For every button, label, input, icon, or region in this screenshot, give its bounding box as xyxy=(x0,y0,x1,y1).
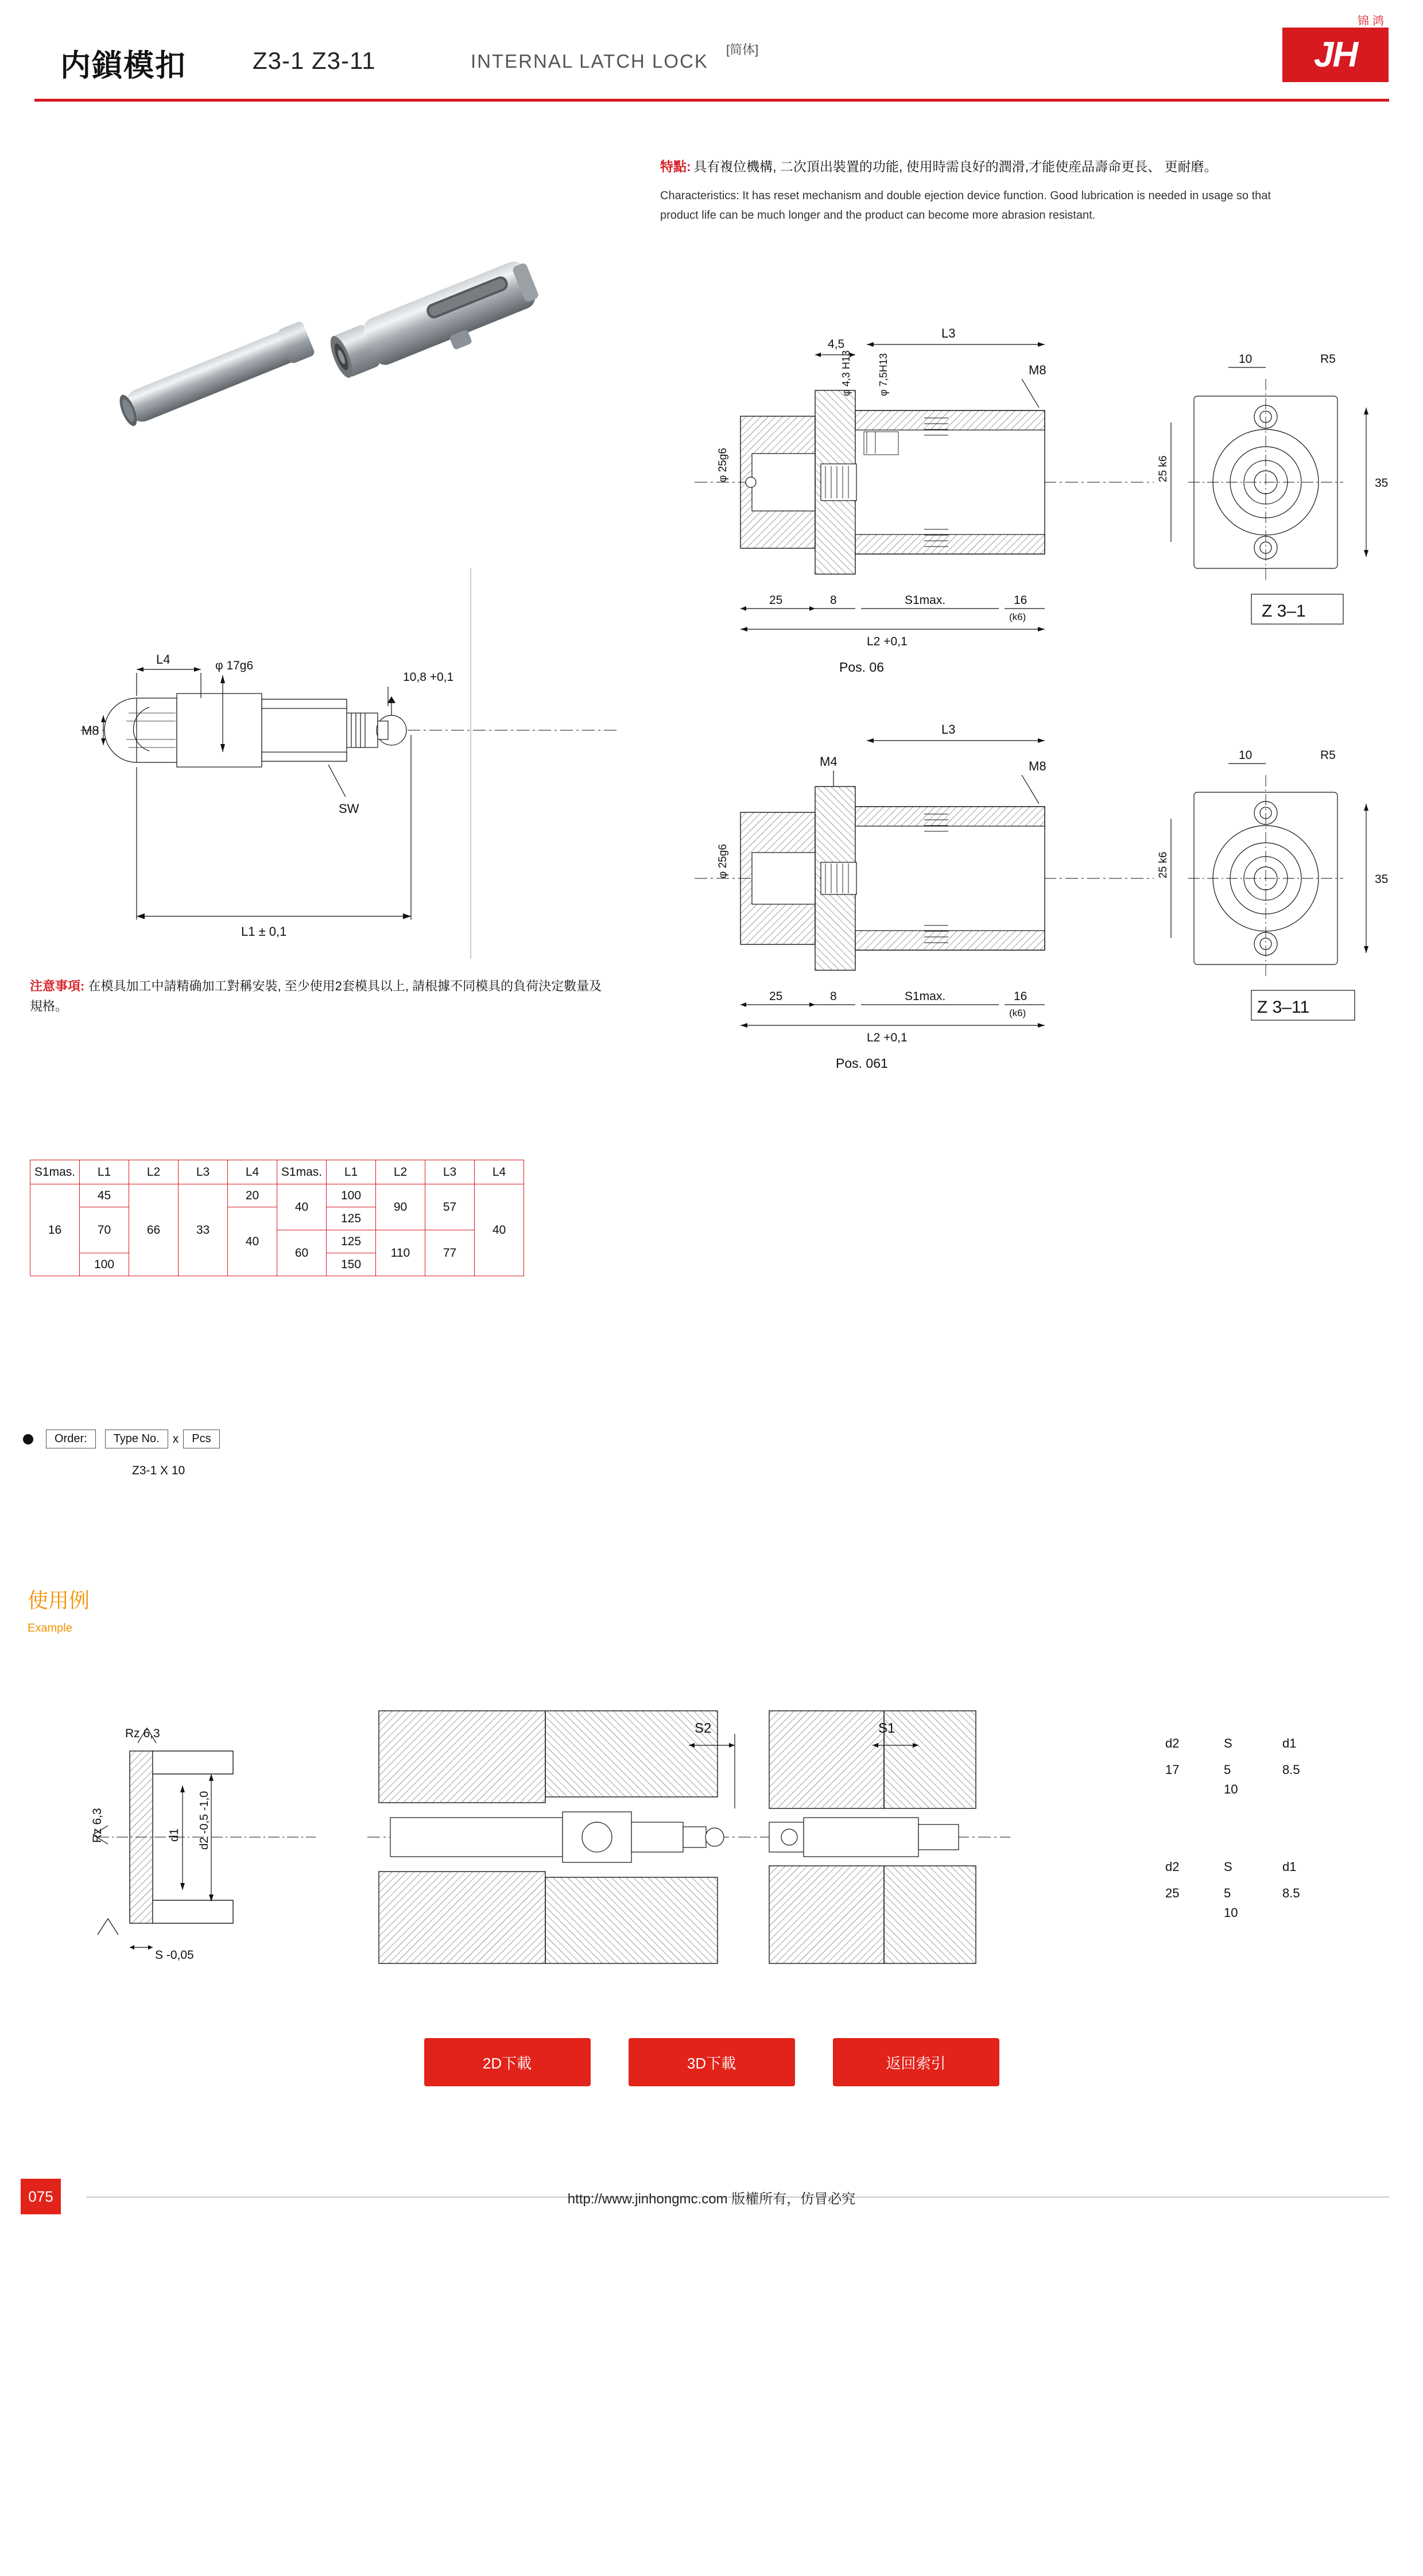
z3-11-drawing xyxy=(677,706,1395,1108)
label-d2: d2 -0,5 -1,0 xyxy=(198,1791,211,1850)
example-table-1-header xyxy=(1165,1734,1311,1753)
download-3d-button[interactable]: 3D下載 xyxy=(629,2038,795,2086)
example-table-1 xyxy=(1165,1734,1311,1799)
th-s1max-left: S1mas. xyxy=(30,1160,80,1184)
label-16-b: 16 xyxy=(1014,990,1027,1003)
cell-r-l1-150: 150 xyxy=(327,1253,376,1276)
label-10: 10 xyxy=(1239,352,1253,366)
order-type-field[interactable]: Type No. xyxy=(105,1430,168,1448)
page-title-en: INTERNAL LATCH LOCK xyxy=(471,51,708,72)
label-m8-b: M8 xyxy=(1029,759,1046,773)
table-row xyxy=(30,1184,524,1207)
label-25: 25 xyxy=(769,594,783,607)
label-r5: R5 xyxy=(1320,352,1336,366)
cell-s-2b: 10 xyxy=(1224,1905,1238,1920)
order-row xyxy=(23,1430,224,1448)
label-35-b: 35 xyxy=(1375,873,1389,886)
label-m4: M4 xyxy=(820,754,837,769)
cell-r-l1-125b: 125 xyxy=(327,1230,376,1253)
label-16: 16 xyxy=(1014,594,1027,607)
th-d1-2: d1 xyxy=(1282,1860,1297,1874)
download-2d-button[interactable]: 2D下載 xyxy=(424,2038,591,2086)
cell-s-1b: 10 xyxy=(1224,1782,1238,1797)
label-d1: d1 xyxy=(168,1828,181,1842)
cell-l1-45: 45 xyxy=(80,1184,129,1207)
cell-d1-2: 8.5 xyxy=(1282,1886,1300,1901)
label-10-b: 10 xyxy=(1239,749,1253,762)
example-heading-en: Example xyxy=(28,1622,72,1634)
example-detail-drawing xyxy=(75,1688,350,1986)
th-l1-right: L1 xyxy=(327,1160,376,1184)
cell-s-1a: 5 xyxy=(1224,1762,1231,1777)
order-label: Order: xyxy=(46,1430,96,1448)
label-s-tol: S -0,05 xyxy=(155,1949,194,1962)
cell-d2-1: 17 xyxy=(1165,1762,1180,1777)
simplified-tag: [简体] xyxy=(726,42,759,57)
label-l3-b: L3 xyxy=(941,722,956,737)
label-l2: L2 +0,1 xyxy=(867,635,908,648)
notes-text: 在模具加工中請精确加工對稱安裝, 至少使用2套模具以上, 請根據不同模具的負荷決定數量及規格。 xyxy=(30,979,602,1014)
th-l3-left: L3 xyxy=(179,1160,228,1184)
logo-company-cn: 锦鸿 xyxy=(1358,15,1387,28)
th-d1-1: d1 xyxy=(1282,1736,1297,1750)
cell-r-l1-125a: 125 xyxy=(327,1207,376,1230)
th-s-1: S xyxy=(1224,1736,1232,1750)
order-multiply-sign: x xyxy=(172,1432,179,1446)
cell-r-l3-57: 57 xyxy=(425,1184,475,1230)
page-header xyxy=(0,0,1423,100)
label-rz-left: Rz 6,3 xyxy=(91,1808,104,1843)
cell-r-l2-90: 90 xyxy=(376,1184,425,1230)
cell-s-2a: 5 xyxy=(1224,1886,1231,1901)
example-table-2 xyxy=(1165,1857,1311,1923)
th-l3-right: L3 xyxy=(425,1160,475,1184)
label-k6: (k6) xyxy=(1009,611,1026,622)
cell-l1-70: 70 xyxy=(80,1207,129,1253)
header-divider xyxy=(34,99,1389,102)
label-25-b: 25 xyxy=(769,990,783,1003)
page-title-cn: 内鎖模扣 xyxy=(60,49,187,83)
cell-s1max-60: 60 xyxy=(277,1230,327,1276)
label-m8-left: M8 xyxy=(82,723,99,738)
th-l2-right: L2 xyxy=(376,1160,425,1184)
cell-d2-2: 25 xyxy=(1165,1886,1180,1901)
characteristics-block xyxy=(660,156,1303,225)
label-8-b: 8 xyxy=(830,990,837,1003)
label-l4: L4 xyxy=(156,652,170,667)
label-pos-b: Pos. 061 xyxy=(836,1056,888,1071)
cell-l1-100: 100 xyxy=(80,1253,129,1276)
logo-jh-icon: JH xyxy=(1282,28,1389,82)
example-assembly-drawing xyxy=(367,1699,1114,1975)
characteristics-cn: 具有複位機構, 二次頂出裝置的功能, 使用時需良好的潤滑,才能使産品壽命更長、 更耐磨。 xyxy=(693,159,1218,174)
example-table-2-header xyxy=(1165,1857,1311,1877)
notes-label: 注意事項: xyxy=(30,979,85,993)
label-rz-top: Rz 6,3 xyxy=(125,1727,160,1740)
th-d2-2: d2 xyxy=(1165,1860,1180,1874)
page-title-model: Z3-1 Z3-11 xyxy=(253,47,376,74)
label-dia17: φ 17g6 xyxy=(215,659,254,672)
label-s1max-b: S1max. xyxy=(905,990,946,1003)
label-phi75: φ 7,5H13 xyxy=(878,353,889,396)
label-4-5: 4,5 xyxy=(828,338,845,351)
label-phi43: φ 4,3 H13 xyxy=(840,350,852,396)
label-35: 35 xyxy=(1375,477,1389,490)
label-pos: Pos. 06 xyxy=(839,660,884,675)
bullet-icon xyxy=(23,1434,33,1444)
example-table-1-row2 xyxy=(1165,1780,1311,1799)
th-l1-left: L1 xyxy=(80,1160,129,1184)
characteristics-label: 特點: xyxy=(660,159,691,174)
label-sw: SW xyxy=(339,801,359,816)
label-phi25: φ 25g6 xyxy=(717,448,729,482)
example-table-2-row xyxy=(1165,1884,1311,1903)
cell-s1max-40: 40 xyxy=(277,1184,327,1230)
cell-r-l4-40: 40 xyxy=(475,1184,524,1276)
label-l1: L1 ± 0,1 xyxy=(241,924,287,939)
label-z3-1: Z 3–1 xyxy=(1262,602,1306,621)
order-example: Z3-1 X 10 xyxy=(132,1464,185,1477)
cell-l2-left: 66 xyxy=(129,1184,179,1276)
label-r5-b: R5 xyxy=(1320,749,1336,762)
cell-r-l2-110: 110 xyxy=(376,1230,425,1276)
page-number-badge: 075 xyxy=(21,2179,61,2214)
cell-r-l1-100: 100 xyxy=(327,1184,376,1207)
label-25k6-b: 25 k6 xyxy=(1157,851,1169,878)
product-photo xyxy=(86,230,614,448)
th-s-2: S xyxy=(1224,1860,1232,1874)
label-tolerance: 10,8 +0,1 xyxy=(403,671,454,684)
th-s1max-right: S1mas. xyxy=(277,1160,327,1184)
cell-l3-left: 33 xyxy=(179,1184,228,1276)
label-l2-b: L2 +0,1 xyxy=(867,1031,908,1044)
characteristics-en: Characteristics: It has reset mechanism and double ejection device function. Good lubrication is needed in usage so that product life can be much longer and the product can become more abrasion resistant. xyxy=(660,189,1271,222)
example-heading-cn: 使用例 xyxy=(28,1589,90,1612)
label-s2: S2 xyxy=(695,1721,712,1736)
th-l2-left: L2 xyxy=(129,1160,179,1184)
action-button-row xyxy=(0,2038,1423,2086)
th-l4-right: L4 xyxy=(475,1160,524,1184)
th-d2-1: d2 xyxy=(1165,1736,1180,1750)
label-s1: S1 xyxy=(878,1721,895,1736)
characteristics-cn-line xyxy=(660,156,1303,178)
label-phi25-b: φ 25g6 xyxy=(717,844,729,878)
example-table-2-row2 xyxy=(1165,1903,1311,1923)
z3-1-drawing xyxy=(677,310,1395,712)
label-8: 8 xyxy=(830,594,837,607)
label-m8: M8 xyxy=(1029,363,1046,377)
cell-d1-1: 8.5 xyxy=(1282,1762,1300,1777)
label-k6-b: (k6) xyxy=(1009,1008,1026,1018)
spec-table xyxy=(30,1160,524,1276)
example-table-1-row xyxy=(1165,1760,1311,1780)
left-section-drawing xyxy=(69,563,637,976)
label-l3: L3 xyxy=(941,326,956,340)
label-s1max: S1max. xyxy=(905,594,946,607)
th-l4-left: L4 xyxy=(228,1160,277,1184)
footer-text: http://www.jinhongmc.com 版權所有，仿冒必究 xyxy=(567,2191,856,2207)
label-25k6: 25 k6 xyxy=(1157,455,1169,482)
notes-block xyxy=(30,976,604,1016)
cell-l4-40: 40 xyxy=(228,1207,277,1276)
label-z3-11: Z 3–11 xyxy=(1257,998,1310,1017)
table-header-row xyxy=(30,1160,524,1184)
order-pcs-field[interactable]: Pcs xyxy=(183,1430,219,1448)
cell-r-l3-77: 77 xyxy=(425,1230,475,1276)
cell-l4-20: 20 xyxy=(228,1184,277,1207)
back-to-index-button[interactable]: 返回索引 xyxy=(833,2038,999,2086)
cell-s1max-left: 16 xyxy=(30,1184,80,1276)
